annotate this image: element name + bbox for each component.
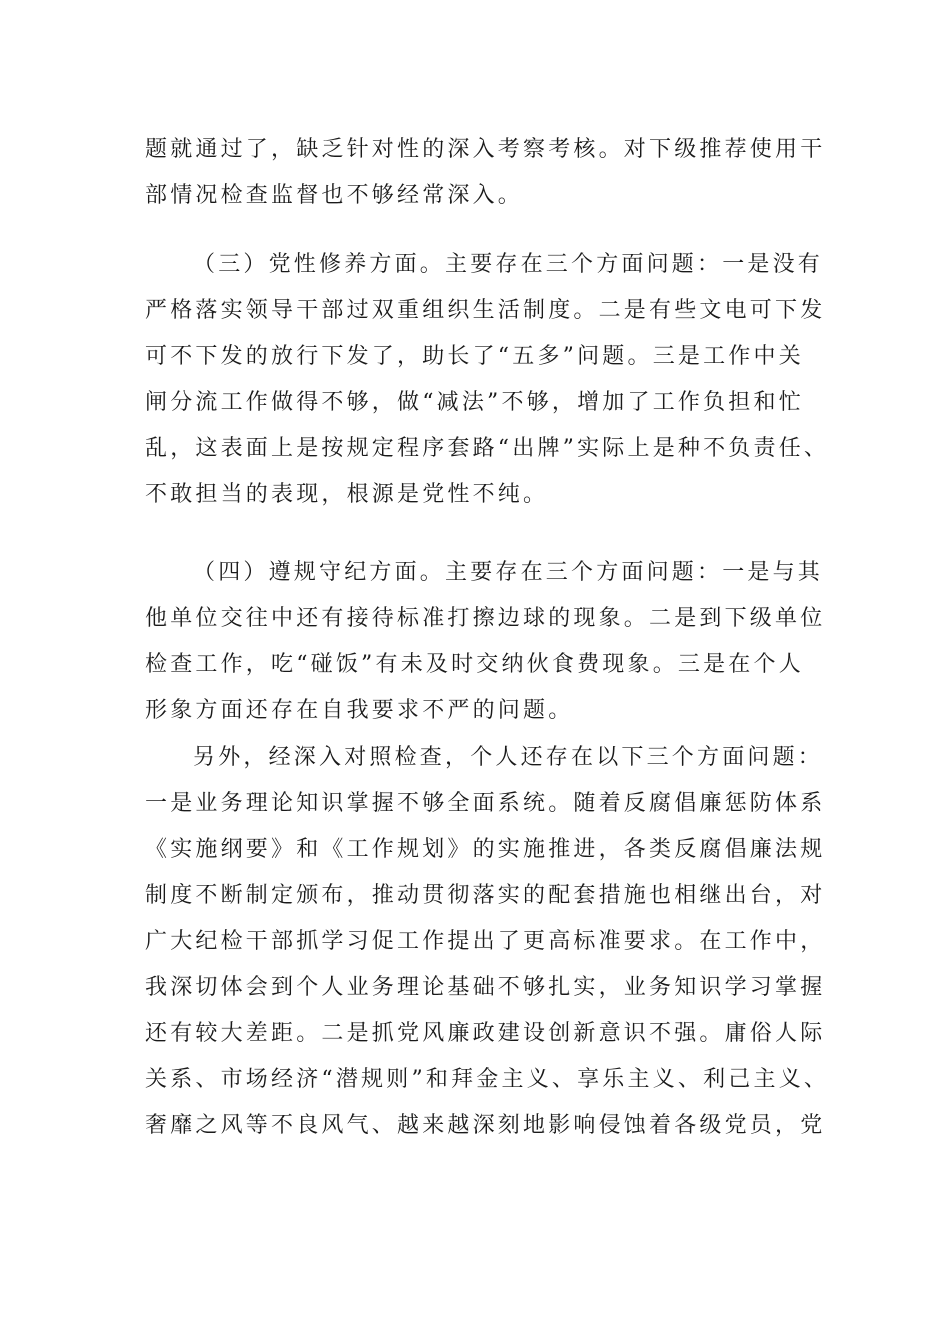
paragraph-discipline	[145, 550, 825, 734]
text-line: 形象方面还存在自我要求不严的问题。	[145, 698, 574, 723]
text-line: 《实施纲要》和《工作规划》的实施推进，各类反腐倡廉法规	[145, 837, 826, 862]
text-line: 乱，这表面上是按规定程序套路“出牌”实际上是种不负责任、	[145, 436, 830, 461]
text-line: 制度不断制定颁布，推动贯彻落实的配套措施也相继出台，对	[145, 883, 826, 908]
text-line: 题就通过了，缺乏针对性的深入考察考核。对下级推荐使用干	[145, 137, 826, 162]
text-line: 不敢担当的表现，根源是党性不纯。	[145, 482, 549, 507]
text-line: （四）遵规守纪方面。主要存在三个方面问题：一是与其	[193, 560, 824, 585]
text-line: 奢靡之风等不良风气、越来越深刻地影响侵蚀着各级党员，党	[145, 1113, 826, 1138]
text-line: （三）党性修养方面。主要存在三个方面问题：一是没有	[193, 252, 824, 277]
text-line: 闸分流工作做得不够，做“减法”不够，增加了工作负担和忙	[145, 390, 804, 415]
paragraph-continuation	[145, 127, 825, 219]
text-line: 检查工作，吃“碰饭”有未及时交纳伙食费现象。三是在个人	[145, 652, 804, 677]
text-line: 另外，经深入对照检查，个人还存在以下三个方面问题：	[193, 745, 824, 770]
text-line: 部情况检查监督也不够经常深入。	[145, 183, 524, 208]
text-line: 可不下发的放行下发了，助长了“五多”问题。三是工作中关	[145, 344, 804, 369]
paragraph-party-spirit	[145, 242, 830, 518]
text-line: 一是业务理论知识掌握不够全面系统。随着反腐倡廉惩防体系	[145, 791, 826, 816]
text-line: 还有较大差距。二是抓党风廉政建设创新意识不强。庸俗人际	[145, 1021, 826, 1046]
text-line: 广大纪检干部抓学习促工作提出了更高标准要求。在工作中，	[145, 929, 826, 954]
text-line: 严格落实领导干部过双重组织生活制度。二是有些文电可下发	[145, 298, 826, 323]
text-line: 我深切体会到个人业务理论基础不够扎实，业务知识学习掌握	[145, 975, 826, 1000]
text-line: 他单位交往中还有接待标准打擦边球的现象。二是到下级单位	[145, 606, 826, 631]
text-line: 关系、市场经济“潜规则”和拜金主义、享乐主义、利己主义、	[145, 1067, 830, 1092]
paragraph-additional-issues	[145, 735, 830, 1149]
